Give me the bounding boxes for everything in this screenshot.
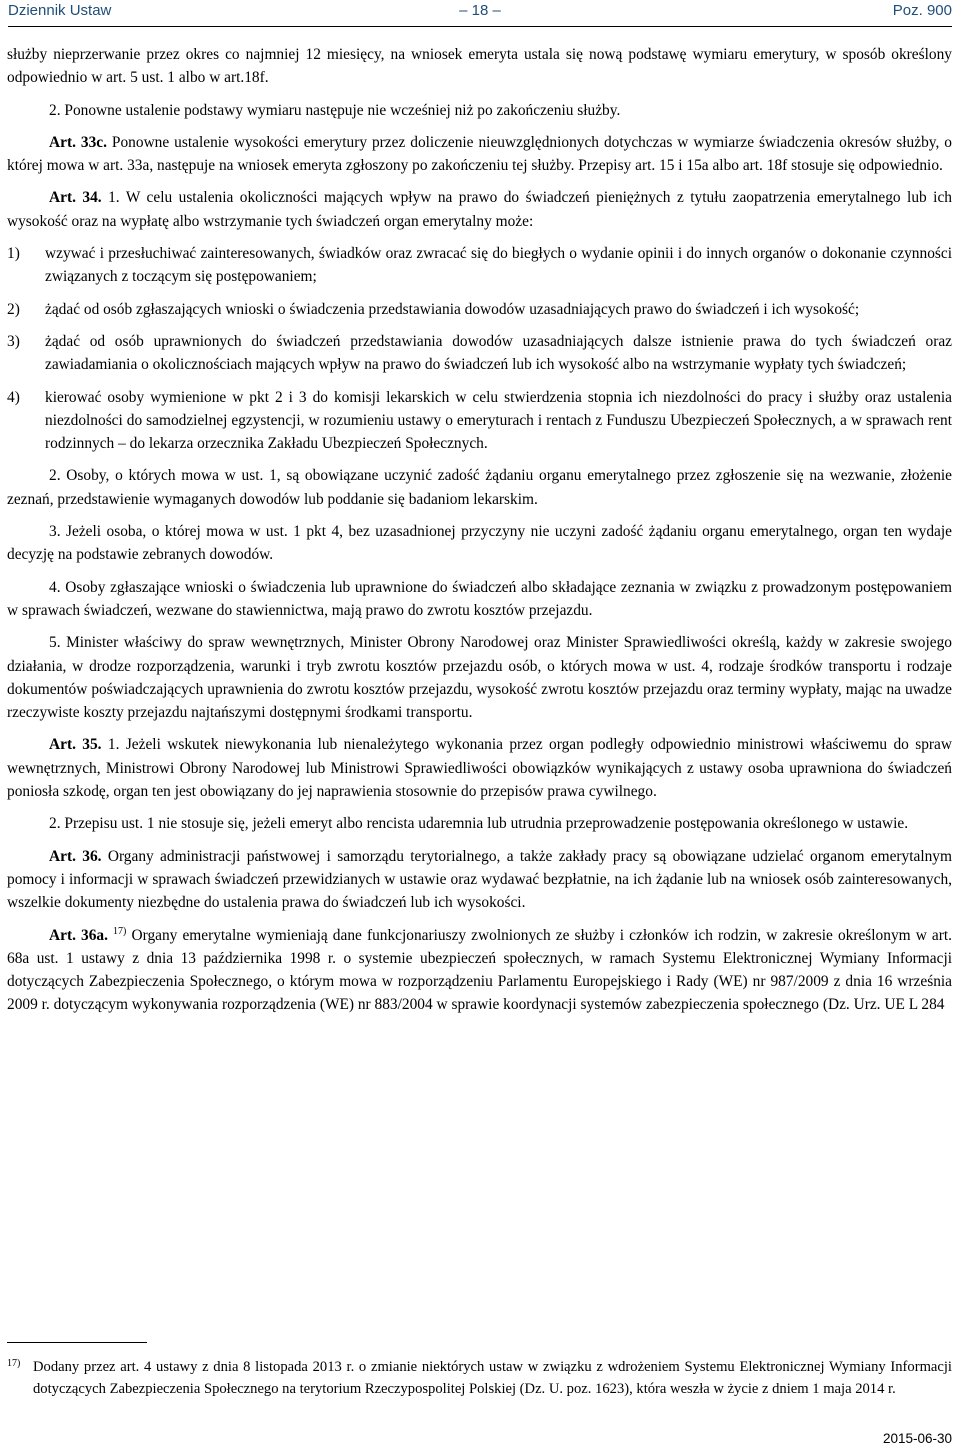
article-text: Organy administracji państwowej i samorządu terytorialnego, a także zakłady pracy są obowiązane udzielać organom emerytalnym pomocy i informacji w sprawach świadczeń przewidzianych w ustawie oraz wydawać bezpłatnie, na ich żądanie lub na wniosek osób zainteresowanych, wszelkie dokumenty niezbędne do ustalenia prawa do świadczeń lub ich wysokości. bbox=[7, 847, 952, 912]
article-text: 1. Jeżeli wskutek niewykonania lub nienależytego wykonania przez organ podległy odpowiednio ministrowi właściwemu do spraw wewnętrznych, Ministrowi Obrony Narodowej lub Ministrowi Sprawiedliwości obowiązków wynikających z ustawy osoba uprawniona do świadczeń poniosła szkodę, organ ten jest obowiązany do jej naprawienia stosownie do przepisów prawa cywilnego. bbox=[7, 736, 952, 801]
point-text: wzywać i przesłuchiwać zainteresowanych, świadków oraz zwracać się do biegłych o wydanie opinii i do innych organów o dokonanie czynności związanych z toczącym się postępowaniem; bbox=[45, 245, 952, 286]
list-item bbox=[7, 330, 952, 377]
article-35-section-2: 2. Przepisu ust. 1 nie stosuje się, jeżeli emeryt albo rencista udaremnia lub utrudnia przeprowadzenie postępowania określonego w ustawie. bbox=[49, 815, 909, 833]
article-34-section-4: 4. Osoby zgłaszające wnioski o świadczenia lub uprawnione do świadczeń albo składające zeznania w związku z prowadzonym postępowaniem w sprawach świadczeń, wezwane do stawiennictwa, mają prawo do zwrotu kosztów przejazdu. bbox=[7, 578, 952, 619]
footnote-number: 17) bbox=[7, 1358, 21, 1369]
point-number: 3) bbox=[7, 332, 20, 350]
article-36 bbox=[7, 845, 952, 915]
page-header bbox=[8, 0, 952, 27]
journal-title: Dziennik Ustaw bbox=[8, 2, 112, 19]
article-label: Art. 36. bbox=[49, 847, 102, 865]
point-text: żądać od osób zgłaszających wnioski o świadczenia przedstawiania dowodów uzasadniających prawo do świadczeń i ich wysokość; bbox=[45, 300, 860, 318]
point-text: żądać od osób uprawnionych do świadczeń przedstawiania dowodów uzasadniających dalsze istnienie prawa do tych świadczeń oraz zawiadamiania o okolicznościach mających wpływ na prawo do świadczeń lub ich wysokość albo na wstrzymanie wypłaty tych świadczeń; bbox=[45, 332, 952, 374]
point-number: 1) bbox=[7, 245, 20, 263]
article-34 bbox=[7, 186, 952, 233]
article-label: Art. 35. bbox=[49, 736, 102, 754]
point-number: 2) bbox=[7, 300, 20, 318]
list-item bbox=[7, 298, 952, 321]
article-34-section-3: 3. Jeżeli osoba, o której mowa w ust. 1 pkt 4, bez uzasadnionej przyczyny nie uczyni zadość żądaniu organu emerytalnego, organ ten wydaje decyzję na podstawie zebranych dowodów. bbox=[7, 523, 952, 564]
article-34-points bbox=[7, 242, 952, 455]
article-35 bbox=[7, 733, 952, 803]
article-text: 1. W celu ustalenia okoliczności mających wpływ na prawo do świadczeń pieniężnych z tytułu zaopatrzenia emerytalnego lub ich wysokość oraz na wypłatę albo wstrzymanie tych świadczeń organ emerytalny może: bbox=[7, 189, 952, 230]
footnote-text: Dodany przez art. 4 ustawy z dnia 8 listopada 2013 r. o zmianie niektórych ustaw w związku z wdrożeniem Systemu Elektronicznej Wymiany Informacji dotyczących Zabezpieczenia Społecznego na terytorium Rzeczypospolitej Polskiej (Dz. U. poz. 1623), która weszła w życie z dniem 1 maja 2014 r. bbox=[33, 1359, 952, 1398]
paragraph-continuation: służby nieprzerwanie przez okres co najmniej 12 miesięcy, na wniosek emeryta ustala się nową podstawę wymiaru emerytury, w sposób określony odpowiednio w art. 5 ust. 1 albo w art.18f. bbox=[7, 46, 952, 87]
article-34-section-5: 5. Minister właściwy do spraw wewnętrznych, Minister Obrony Narodowej oraz Minister Sprawiedliwości określą, każdy w zakresie swojego działania, w drodze rozporządzenia, warunki i tryb zwrotu kosztów przejazdu osób, o których mowa w ust. 4, rodzaje środków transportu i rodzaje dokumentów poświadczających uprawnienia do zwrotu kosztów przejazdu, wysokość zwrotu kosztów przejazdu oraz terminy wypłaty, mając na uwadze rzeczywiste koszty przejazdu najtańszymi dostępnymi środkami transportu. bbox=[7, 634, 952, 722]
list-item bbox=[7, 386, 952, 456]
article-36a bbox=[7, 924, 952, 1017]
footnote-separator bbox=[7, 1342, 147, 1343]
footnote-reference[interactable]: 17) bbox=[113, 925, 127, 937]
article-33c bbox=[7, 131, 952, 178]
article-34-section-2: 2. Osoby, o których mowa w ust. 1, są obowiązane uczynić zadość żądaniu organu emerytalnego przez zgłoszenie się na wezwanie, złożenie zeznań, przedstawienie wymaganych dowodów lub poddanie się badaniom lekarskim. bbox=[7, 467, 952, 508]
article-label: Art. 36a. bbox=[49, 926, 108, 944]
article-text: Organy emerytalne wymieniają dane funkcjonariuszy zwolnionych ze służby i członków ich rodzin, w zakresie określonym w art. 68a ust. 1 ustawy z dnia 13 października 1998 r. o systemie ubezpieczeń społecznych, w ramach Systemu Elektronicznej Wymiany Informacji dotyczących Zabezpieczenia Społecznego, o którym mowa w rozporządzeniu Parlamentu Europejskiego i Rady (WE) nr 987/2009 z dnia 16 września 2009 r. dotyczącym wykonywania rozporządzenia (WE) nr 883/2004 w sprawie koordynacji systemów zabezpieczenia społecznego (Dz. Urz. UE L 284 bbox=[7, 926, 952, 1014]
article-label: Art. 34. bbox=[49, 189, 102, 207]
position-number: Poz. 900 bbox=[892, 2, 952, 19]
point-number: 4) bbox=[7, 388, 20, 406]
list-item bbox=[7, 242, 952, 289]
page-number: – 18 – bbox=[459, 2, 501, 19]
paragraph-2: 2. Ponowne ustalenie podstawy wymiaru następuje nie wcześniej niż po zakończeniu służby. bbox=[49, 101, 621, 119]
article-text: Ponowne ustalenie wysokości emerytury przez doliczenie nieuwzględnionych dotychczas w wymiarze świadczenia okresów służby, o której mowa w art. 33a, następuje na wniosek emeryta zgłoszony po zakończeniu tej służby. Przepisy art. 15 i 15a albo art. 18f stosuje się odpowiednio. bbox=[7, 133, 952, 175]
document-body bbox=[7, 43, 952, 1017]
point-text: kierować osoby wymienione w pkt 2 i 3 do komisji lekarskich w celu stwierdzenia stopnia ich niezdolności do pracy i służby oraz ustalenia niezdolności do samodzielnej egzystencji, w rozumieniu ustawy o emeryturach i rentach z Funduszu Ubezpieczeń Społecznych, a w sprawach rent rodzinnych – do lekarza orzecznika Zakładu Ubezpieczeń Społecznych. bbox=[45, 388, 952, 453]
article-label: Art. 33c. bbox=[49, 133, 107, 151]
footnote bbox=[7, 1356, 952, 1401]
document-date: 2015-06-30 bbox=[882, 1431, 952, 1446]
